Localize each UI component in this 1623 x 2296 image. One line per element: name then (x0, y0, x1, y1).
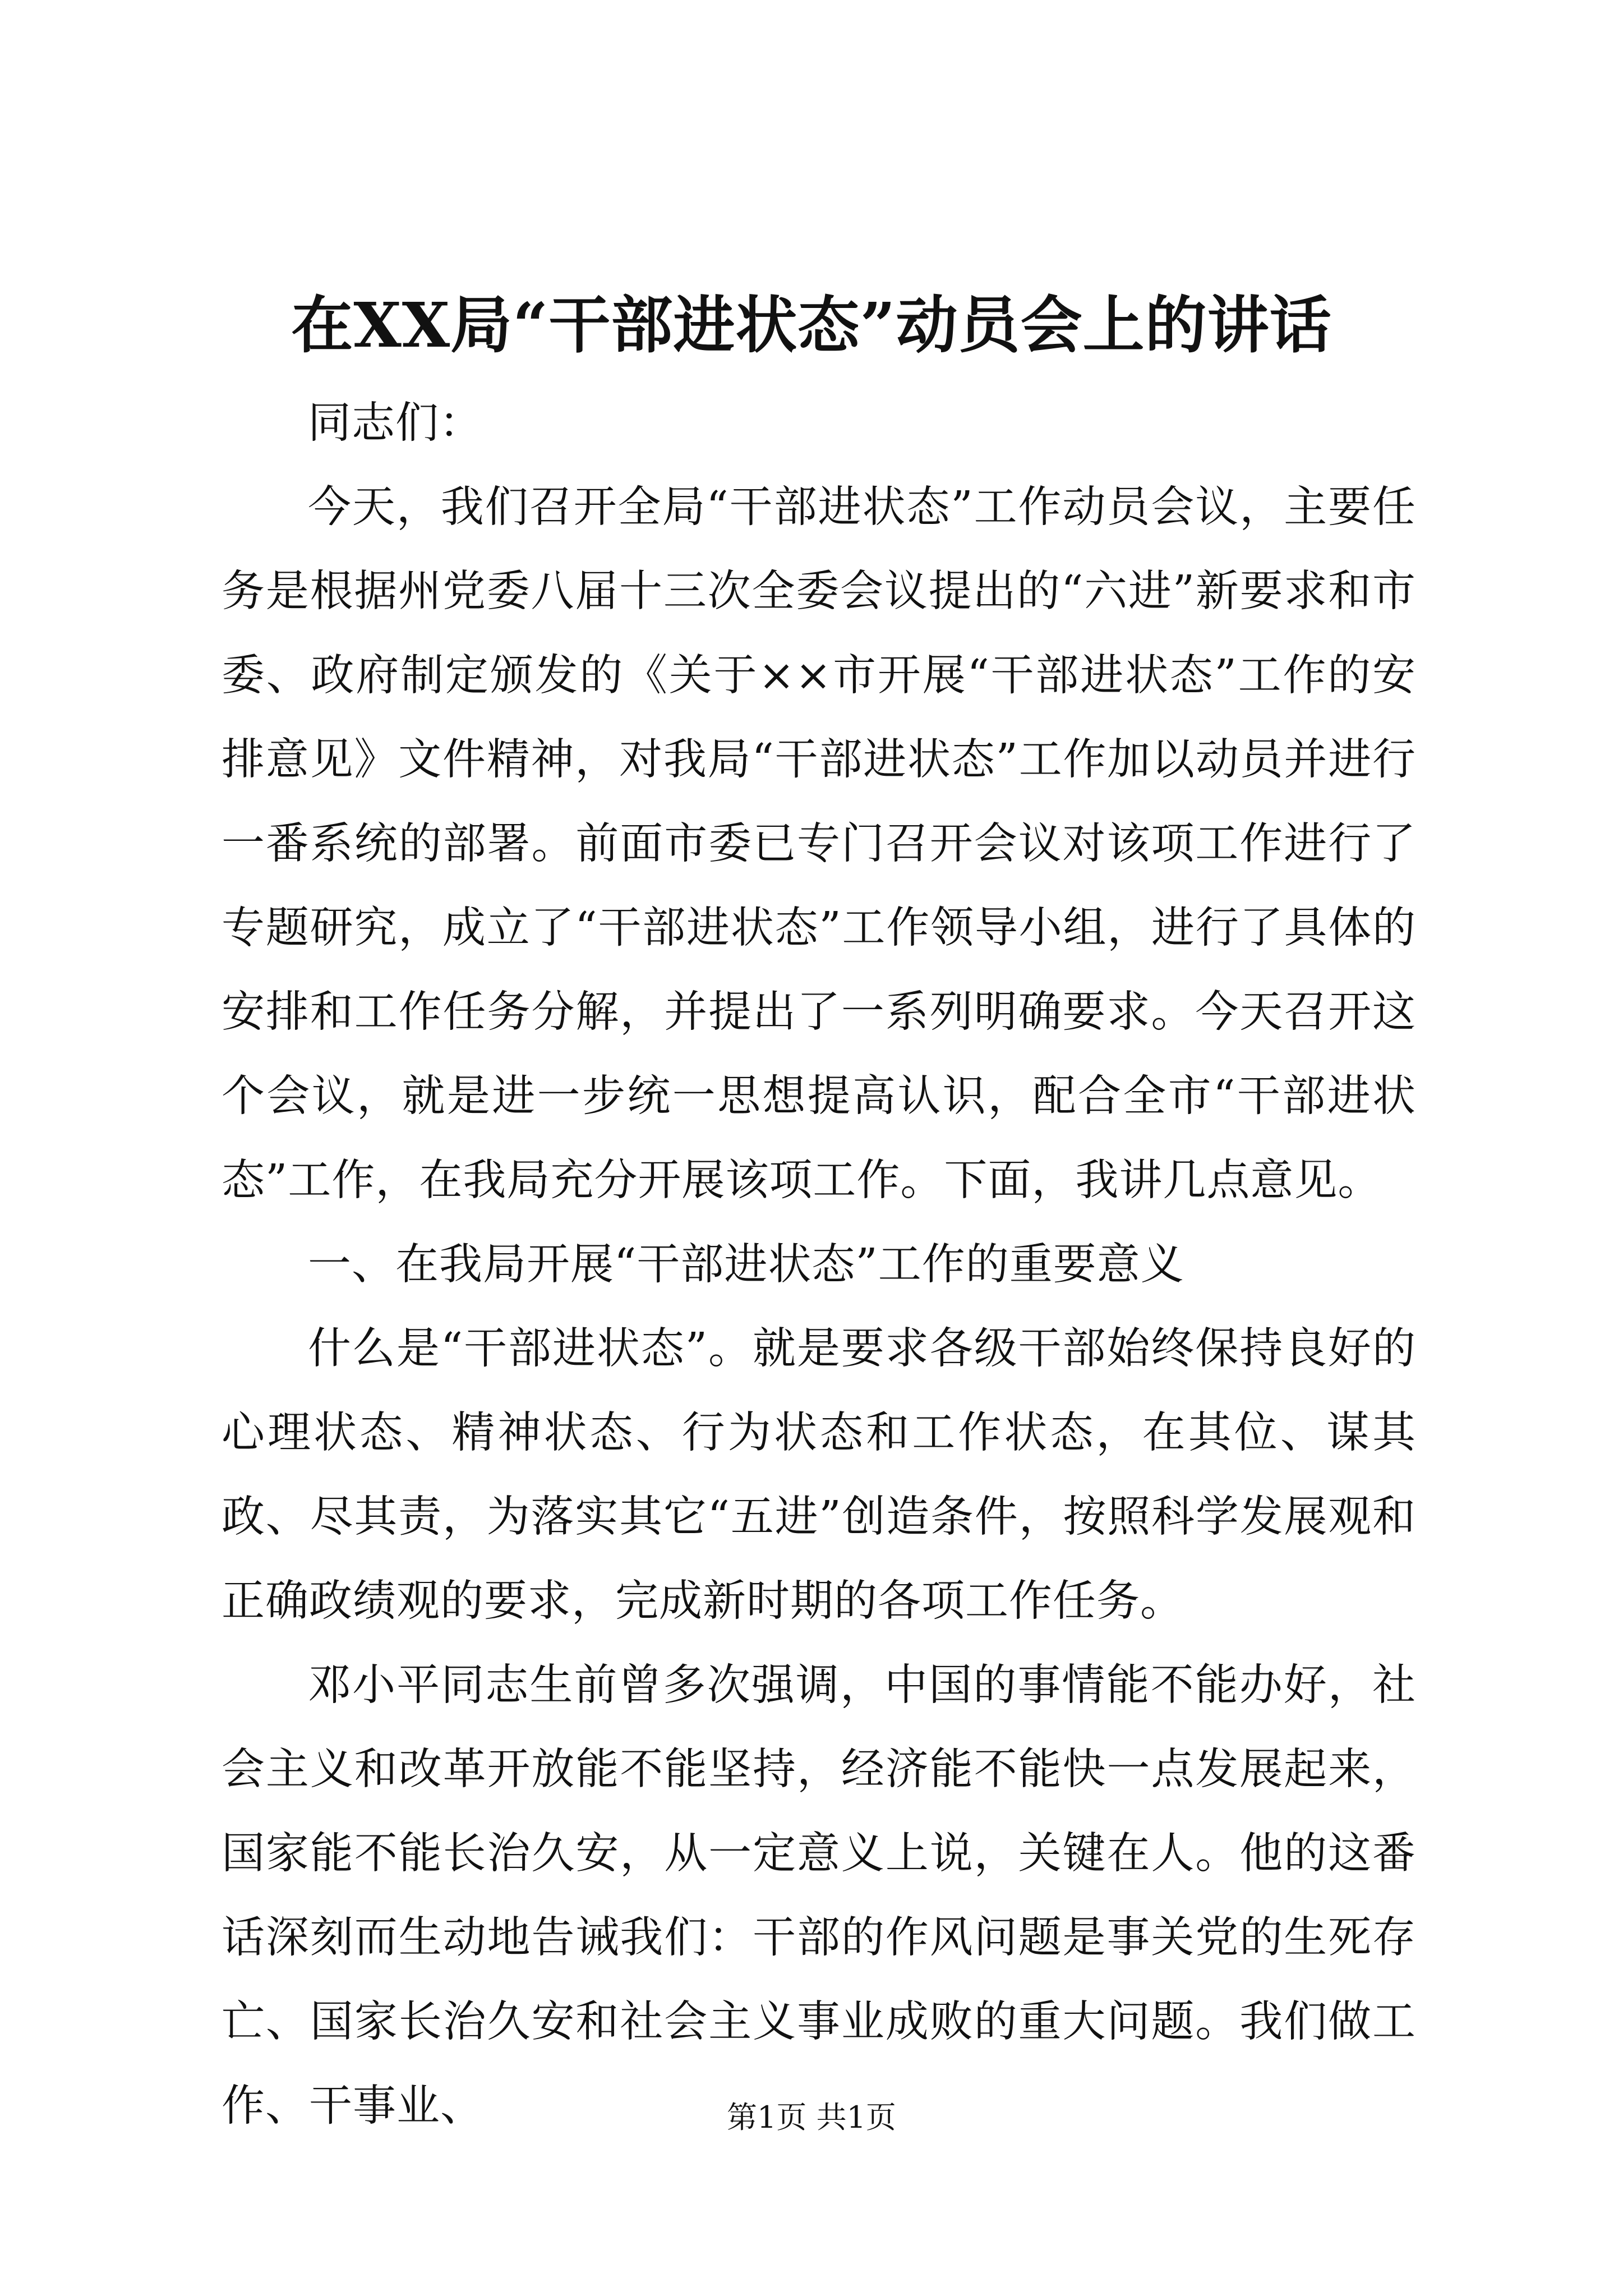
body-paragraph: 今天，我们召开全局“干部进状态”工作动员会议，主要任务是根据州党委八届十三次全委会议提出的“六进”新要求和市委、政府制定颁发的《关于××市开展“干部进状态”工作的安排意见》文件精神，对我局“干部进状态”工作加以动员并进行一番系统的部署。前面市委已专门召开会议对该项工作进行了专题研究，成立了“干部进状态”工作领导小组，进行了具体的安排和工作任务分解，并提出了一系列明确要求。今天召开这个会议，就是进一步统一思想提高认识，配合全市“干部进状态”工作，在我局充分开展该项工作。下面，我讲几点意见。 (222, 482, 1416, 1205)
document-body (222, 381, 1416, 2148)
page-footer: 第1页 共1页 (727, 2100, 896, 2135)
section-heading: 一、在我局开展“干部进状态”工作的重要意义 (308, 1240, 1184, 1290)
salutation-paragraph: 同志们： (308, 398, 483, 448)
body-paragraph: 什么是“干部进状态”。就是要求各级干部始终保持良好的心理状态、精神状态、行为状态和工作状态，在其位、谋其政、尽其责，为落实其它“五进”创造条件，按照科学发展观和正确政绩观的要求，完成新时期的各项工作任务。 (222, 1324, 1416, 1626)
document-title: 在XX局“干部进状态”动员会上的讲话 (291, 289, 1332, 361)
body-paragraph: 邓小平同志生前曾多次强调，中国的事情能不能办好，社会主义和改革开放能不能坚持，经济能不能快一点发展起来，国家能不能长治久安，从一定意义上说，关键在人。他的这番话深刻而生动地告诫我们：干部的作风问题是事关党的生死存亡、国家长治久安和社会主义事业成败的重大问题。我们做工作、干事业、 (222, 1660, 1416, 2131)
